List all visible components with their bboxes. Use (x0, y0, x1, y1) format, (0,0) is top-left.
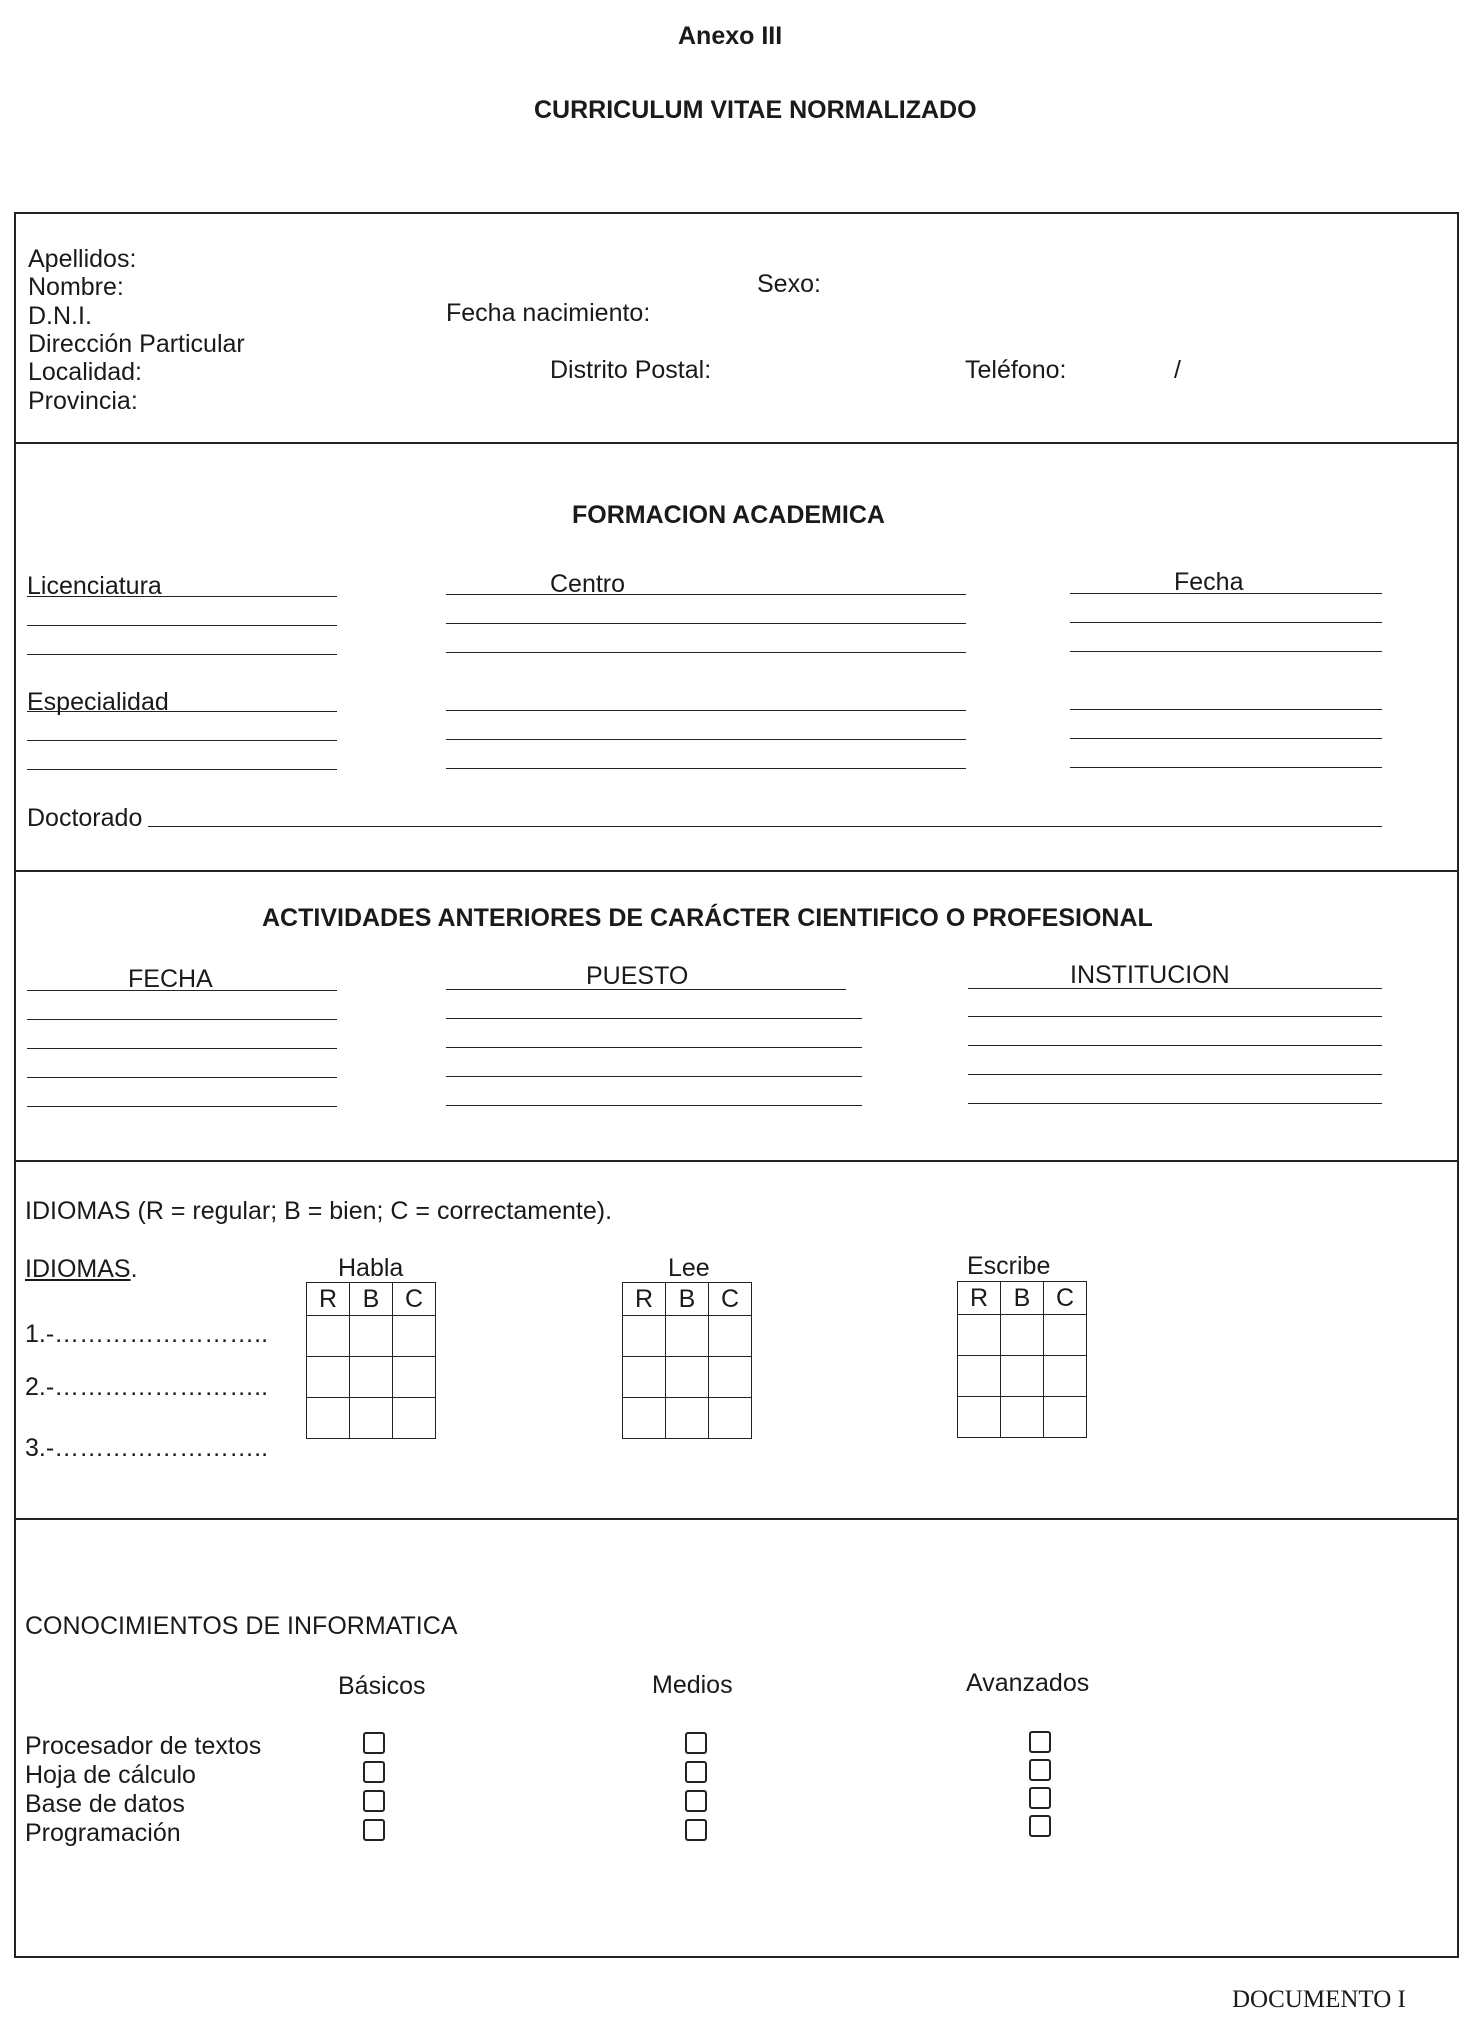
idiomas-label-text: IDIOMAS (25, 1255, 131, 1283)
especialidad-line[interactable] (27, 769, 337, 770)
doctorado-line[interactable] (148, 826, 1382, 827)
fecha-line[interactable] (1070, 709, 1382, 710)
licenciatura-line[interactable] (27, 596, 337, 597)
lee-grid (622, 1282, 752, 1439)
fecha-line[interactable] (27, 990, 337, 991)
especialidad-label: Especialidad (27, 688, 169, 716)
grid-cell[interactable] (350, 1316, 393, 1357)
localidad-label: Localidad: (28, 358, 142, 386)
grid-cell[interactable] (958, 1356, 1001, 1397)
centro-line[interactable] (446, 623, 966, 624)
skill-label: Hoja de cálculo (25, 1761, 196, 1789)
doctorado-label: Doctorado (27, 804, 143, 832)
apellidos-label: Apellidos: (28, 245, 137, 273)
grid-cell[interactable] (623, 1316, 666, 1357)
checkbox[interactable] (1029, 1759, 1051, 1781)
level-b: B (350, 1283, 393, 1316)
annex-label: Anexo III (678, 22, 783, 50)
centro-line[interactable] (446, 710, 966, 711)
idioma-row-1[interactable]: 1.-…………………….. (25, 1320, 269, 1348)
grid-cell[interactable] (709, 1398, 752, 1439)
licenciatura-line[interactable] (27, 625, 337, 626)
fecha-line[interactable] (27, 1019, 337, 1020)
skill-label: Base de datos (25, 1790, 185, 1818)
skill-label: Programación (25, 1819, 181, 1847)
puesto-line[interactable] (446, 989, 846, 990)
checkbox[interactable] (685, 1819, 707, 1841)
section-divider (14, 1160, 1457, 1162)
idioma-row-2[interactable]: 2.-…………………….. (25, 1373, 269, 1401)
puesto-line[interactable] (446, 1105, 862, 1106)
grid-cell[interactable] (709, 1316, 752, 1357)
fecha-line[interactable] (1070, 738, 1382, 739)
fecha-line[interactable] (1070, 651, 1382, 652)
fecha-line[interactable] (27, 1077, 337, 1078)
level-c: C (709, 1283, 752, 1316)
nombre-label: Nombre: (28, 273, 124, 301)
provincia-label: Provincia: (28, 387, 138, 415)
form-title: CURRICULUM VITAE NORMALIZADO (534, 96, 977, 124)
checkbox[interactable] (1029, 1787, 1051, 1809)
fecha-line[interactable] (27, 1048, 337, 1049)
idiomas-legend: IDIOMAS (R = regular; B = bien; C = correctamente). (25, 1197, 613, 1225)
idiomas-label (25, 1255, 138, 1283)
idioma-row-3[interactable]: 3.-…………………….. (25, 1434, 269, 1462)
grid-cell[interactable] (393, 1357, 436, 1398)
checkbox[interactable] (363, 1761, 385, 1783)
direccion-label: Dirección Particular (28, 330, 245, 358)
puesto-line[interactable] (446, 1018, 862, 1019)
avanzados-label: Avanzados (966, 1669, 1090, 1697)
section-divider (14, 442, 1457, 444)
level-b: B (666, 1283, 709, 1316)
especialidad-line[interactable] (27, 740, 337, 741)
grid-cell[interactable] (350, 1357, 393, 1398)
telefono-label: Teléfono: (965, 356, 1067, 384)
fecha-line[interactable] (1070, 622, 1382, 623)
level-r: R (623, 1283, 666, 1316)
distrito-postal-label: Distrito Postal: (550, 356, 712, 384)
formacion-title: FORMACION ACADEMICA (572, 501, 885, 529)
institucion-column-label: INSTITUCION (1070, 961, 1230, 989)
grid-cell[interactable] (1001, 1397, 1044, 1438)
grid-cell[interactable] (958, 1315, 1001, 1356)
puesto-column-label: PUESTO (586, 962, 689, 990)
escribe-grid (957, 1281, 1087, 1438)
checkbox[interactable] (363, 1790, 385, 1812)
sexo-label: Sexo: (757, 270, 821, 298)
dni-label: D.N.I. (28, 302, 92, 330)
fecha-label: Fecha (1174, 568, 1244, 596)
level-r: R (958, 1282, 1001, 1315)
basicos-label: Básicos (338, 1672, 426, 1700)
fecha-line[interactable] (27, 1106, 337, 1107)
grid-cell[interactable] (307, 1398, 350, 1439)
centro-line[interactable] (446, 768, 966, 769)
fecha-column-label: FECHA (128, 965, 213, 993)
centro-line[interactable] (446, 594, 966, 595)
grid-cell[interactable] (1044, 1356, 1087, 1397)
checkbox[interactable] (685, 1761, 707, 1783)
habla-grid (306, 1282, 436, 1439)
actividades-title: ACTIVIDADES ANTERIORES DE CARÁCTER CIENTIFICO O PROFESIONAL (262, 904, 1153, 932)
puesto-line[interactable] (446, 1047, 862, 1048)
institucion-line[interactable] (968, 1103, 1382, 1104)
grid-cell[interactable] (1001, 1356, 1044, 1397)
grid-cell[interactable] (958, 1397, 1001, 1438)
centro-line[interactable] (446, 739, 966, 740)
grid-cell[interactable] (666, 1398, 709, 1439)
fecha-line[interactable] (1070, 767, 1382, 768)
form-frame (14, 212, 1459, 1958)
checkbox[interactable] (1029, 1815, 1051, 1837)
checkbox[interactable] (1029, 1731, 1051, 1753)
licenciatura-label: Licenciatura (27, 572, 162, 600)
escribe-label: Escribe (967, 1252, 1051, 1280)
grid-cell[interactable] (623, 1357, 666, 1398)
document-label: DOCUMENTO I (1232, 1986, 1406, 2013)
level-c: C (1044, 1282, 1087, 1315)
lee-label: Lee (668, 1254, 710, 1282)
centro-label: Centro (550, 570, 626, 598)
institucion-line[interactable] (968, 1074, 1382, 1075)
puesto-line[interactable] (446, 1076, 862, 1077)
grid-cell[interactable] (393, 1316, 436, 1357)
grid-cell[interactable] (393, 1398, 436, 1439)
grid-cell[interactable] (350, 1398, 393, 1439)
habla-label: Habla (338, 1254, 404, 1282)
level-c: C (393, 1283, 436, 1316)
checkbox[interactable] (363, 1819, 385, 1841)
grid-cell[interactable] (307, 1357, 350, 1398)
level-r: R (307, 1283, 350, 1316)
especialidad-line[interactable] (27, 711, 337, 712)
institucion-line[interactable] (968, 988, 1382, 989)
section-divider (14, 1518, 1457, 1520)
grid-cell[interactable] (709, 1357, 752, 1398)
telefono-separator: / (1174, 356, 1181, 384)
section-divider (14, 870, 1457, 872)
fecha-line[interactable] (1070, 593, 1382, 594)
institucion-line[interactable] (968, 1045, 1382, 1046)
grid-cell[interactable] (1044, 1315, 1087, 1356)
idiomas-label-dot: . (130, 1255, 138, 1283)
grid-cell[interactable] (666, 1316, 709, 1357)
fecha-nacimiento-label: Fecha nacimiento: (446, 299, 651, 327)
informatica-title: CONOCIMIENTOS DE INFORMATICA (25, 1612, 458, 1640)
grid-cell[interactable] (307, 1316, 350, 1357)
checkbox[interactable] (363, 1732, 385, 1754)
licenciatura-line[interactable] (27, 654, 337, 655)
grid-cell[interactable] (666, 1357, 709, 1398)
checkbox[interactable] (685, 1790, 707, 1812)
grid-cell[interactable] (1044, 1397, 1087, 1438)
centro-line[interactable] (446, 652, 966, 653)
level-b: B (1001, 1282, 1044, 1315)
checkbox[interactable] (685, 1732, 707, 1754)
medios-label: Medios (652, 1671, 733, 1699)
grid-cell[interactable] (623, 1398, 666, 1439)
grid-cell[interactable] (1001, 1315, 1044, 1356)
skill-label: Procesador de textos (25, 1732, 262, 1760)
institucion-line[interactable] (968, 1016, 1382, 1017)
